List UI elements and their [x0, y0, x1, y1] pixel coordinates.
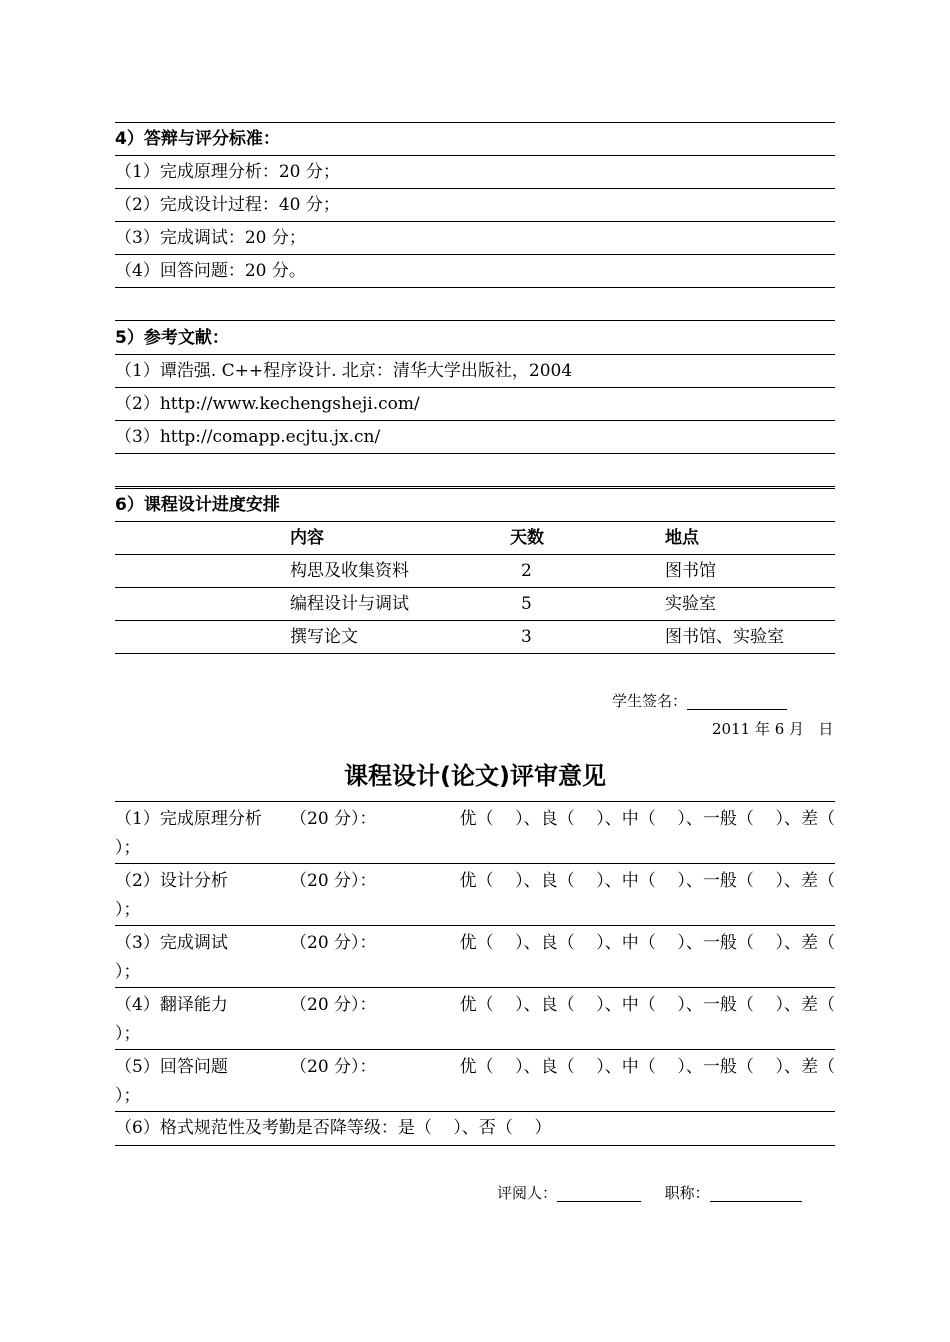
criterion-options[interactable]: 优（ ）、良（ ）、中（ ）、一般（ ）、差（ — [459, 809, 835, 829]
student-signature-label: 学生签名： — [612, 692, 688, 710]
schedule-col-days: 天数 — [510, 528, 544, 548]
reviewer-title-label: 职称： — [664, 1184, 710, 1202]
section-4-item: （4）回答问题：20 分。 — [115, 255, 835, 288]
section-6-heading: 6）课程设计进度安排 — [115, 488, 835, 522]
review-title: 课程设计(论文)评审意见 — [344, 762, 606, 790]
criterion-score: （20 分）： — [290, 1057, 377, 1077]
signature-date: 2011 年 6 月 日 — [712, 720, 834, 738]
criterion-score: （20 分）： — [290, 995, 377, 1015]
criterion-score: （20 分）： — [290, 809, 377, 829]
section-4-item: （2）完成设计过程：40 分； — [115, 189, 835, 222]
criterion-options[interactable]: 优（ ）、良（ ）、中（ ）、一般（ ）、差（ — [459, 1057, 835, 1077]
schedule-row — [115, 555, 835, 588]
schedule-place: 实验室 — [665, 594, 716, 614]
criterion-row — [115, 864, 835, 926]
criterion-row — [115, 926, 835, 988]
criterion-name: （3）完成调试 — [115, 933, 228, 953]
schedule-col-content: 内容 — [290, 528, 324, 548]
criterion-score: （20 分）： — [290, 871, 377, 891]
schedule-days: 5 — [521, 594, 532, 614]
criterion-score: （20 分）： — [290, 933, 377, 953]
criterion-name: （5）回答问题 — [115, 1057, 228, 1077]
criterion-line-end: ）； — [115, 1024, 141, 1044]
schedule-row — [115, 621, 835, 654]
schedule-col-place: 地点 — [665, 528, 699, 548]
criterion-row — [115, 988, 835, 1050]
criterion-row — [115, 801, 835, 864]
signature-line[interactable] — [687, 693, 787, 710]
section-6 — [115, 488, 835, 654]
criterion-name: （1）完成原理分析 — [115, 809, 262, 829]
criterion-line-end: ）； — [115, 1086, 141, 1106]
section-4-item: （1）完成原理分析：20 分； — [115, 156, 835, 189]
schedule-content: 构思及收集资料 — [290, 561, 409, 581]
schedule-place: 图书馆、实验室 — [665, 627, 784, 647]
criterion-row — [115, 1050, 835, 1112]
reviewer-title-line[interactable] — [710, 1185, 802, 1202]
schedule-content: 撰写论文 — [290, 627, 358, 647]
reference-item: （1）谭浩强. C++程序设计. 北京：清华大学出版社，2004 — [115, 355, 835, 388]
reviewer-signature — [497, 1182, 802, 1203]
criterion-name: （2）设计分析 — [115, 871, 228, 891]
section-4-item: （3）完成调试：20 分； — [115, 222, 835, 255]
schedule-header-row — [115, 522, 835, 555]
criterion-options[interactable]: 优（ ）、良（ ）、中（ ）、一般（ ）、差（ — [459, 871, 835, 891]
criterion-line-end: ）； — [115, 962, 141, 982]
schedule-row — [115, 588, 835, 621]
section-4 — [115, 122, 835, 321]
reviewer-line[interactable] — [557, 1185, 641, 1202]
criterion-options[interactable]: 优（ ）、良（ ）、中（ ）、一般（ ）、差（ — [459, 995, 835, 1015]
blank-row — [115, 288, 835, 321]
blank-row — [115, 454, 835, 487]
reviewer-label: 评阅人： — [497, 1184, 558, 1202]
review-criteria — [115, 801, 835, 1146]
reference-item: （3）http://comapp.ecjtu.jx.cn/ — [115, 421, 835, 454]
section-5 — [115, 322, 835, 487]
schedule-place: 图书馆 — [665, 561, 716, 581]
schedule-days: 2 — [521, 561, 532, 581]
criterion-options[interactable]: 优（ ）、良（ ）、中（ ）、一般（ ）、差（ — [459, 933, 835, 953]
reference-item: （2）http://www.kechengsheji.com/ — [115, 388, 835, 421]
schedule-content: 编程设计与调试 — [290, 594, 409, 614]
criterion-name: （4）翻译能力 — [115, 995, 228, 1015]
criterion-line-end: ）； — [115, 900, 141, 920]
schedule-days: 3 — [521, 627, 532, 647]
criterion-line-end: ）； — [115, 838, 141, 858]
student-signature — [612, 690, 787, 711]
section-5-heading: 5）参考文献： — [115, 322, 835, 355]
criterion-6-row[interactable]: （6）格式规范性及考勤是否降等级：是（ ）、否（ ） — [115, 1112, 835, 1146]
section-4-heading: 4）答辩与评分标准： — [115, 122, 835, 156]
